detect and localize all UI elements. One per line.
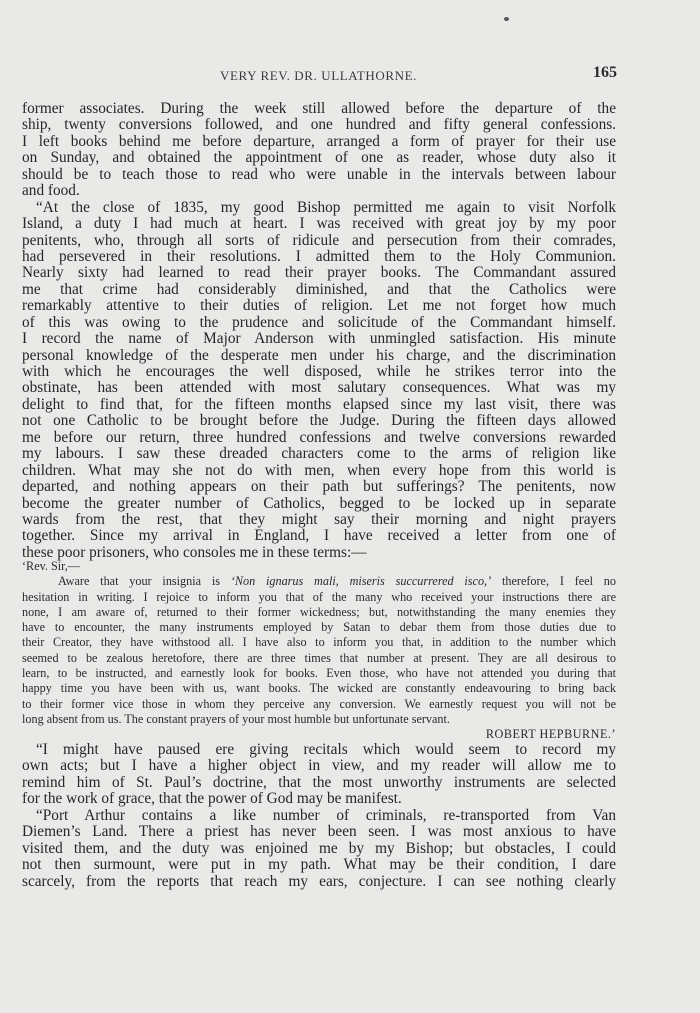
letter-line <box>22 574 616 589</box>
letter-line: seemed to be zealous heretofore, there are three times that number at present. They are all desirous to <box>22 650 616 665</box>
text-line: Nearly sixty had learned to read their prayer books. The Commandant assured <box>22 264 616 282</box>
letter-text: therefore, I feel no <box>491 574 616 589</box>
text-line: on Sunday, and obtained the appointment of one as reader, whose duty also it <box>22 149 616 167</box>
letter-line: their Creator, they have withstood all. I have also to inform you that, in addition to the number which <box>22 635 616 650</box>
latin-quotation: ‘Non ignarus mali, miseris succurrered isco,’ <box>230 574 492 589</box>
letter-signature: ROBERT HEPBURNE.’ <box>485 727 616 742</box>
page-header <box>215 64 619 86</box>
text-line: penitents, who, through all sorts of ridicule and persecution from their comrades, <box>22 231 616 249</box>
text-line: personal knowledge of the desperate men under his charge, and the discrimination <box>22 346 616 364</box>
page-number: 165 <box>593 64 617 81</box>
text-line: remind him of St. Paul’s doctrine, that the most unworthy instruments are selected <box>22 773 616 791</box>
text-line: wards from the rest, that they might say their morning and night prayers <box>22 510 616 528</box>
text-line: ship, twenty conversions followed, and one hundred and fifty general confessions. <box>22 116 616 134</box>
text-line: had persevered in their resolutions. I admitted them to the Holy Communion. <box>22 247 616 265</box>
text-line: delight to find that, for the fifteen months elapsed since my last visit, there was <box>22 395 616 413</box>
letter-line: to their former vice those in whom they perceive any conversion. We earnestly request you will not be <box>22 696 616 711</box>
text-line: “At the close of 1835, my good Bishop permitted me again to visit Norfolk <box>36 198 616 216</box>
text-line: of this was owing to the prudence and solicitude of the Commandant himself. <box>22 313 616 331</box>
text-line: former associates. During the week still allowed before the departure of the <box>22 100 616 117</box>
text-line: not then surmount, were put in my path. What may be their condition, I dare <box>22 856 616 874</box>
letter-line: happy time you have been with us, want books. The wicked are constantly endeavouring to bring back <box>22 681 616 696</box>
running-head: VERY REV. DR. ULLATHORNE. <box>220 68 418 83</box>
letter-salutation: ‘Rev. Sir,— <box>22 559 80 573</box>
text-line: “I might have paused ere giving recitals which would seem to record my <box>36 741 616 758</box>
main-text-block-1 <box>22 101 616 561</box>
text-line: for the work of grace, that the power of God may be manifest. <box>22 790 402 808</box>
text-line: departed, and nothing appears on their path but sufferings? The penitents, now <box>22 478 616 496</box>
text-line: Diemen’s Land. There a priest has never been seen. I was most anxious to have <box>22 823 616 841</box>
text-line: these poor prisoners, who consoles me in these terms:— <box>22 543 367 561</box>
text-line: children. What may she not do with men, when every hope from this world is <box>22 461 616 479</box>
text-line: my labours. I saw these dreaded characters come to the arms of religion like <box>22 445 616 463</box>
letter-line: learn, to be instructed, and earnestly look for books. Even those, who have not attended you during that <box>22 666 616 681</box>
text-line: with which he encourages the well disposed, while he strikes terror into the <box>22 363 616 380</box>
text-line: not one Catholic to be brought before the Judge. During the fifteen days allowed <box>22 412 616 430</box>
text-line: I left books behind me before departure, arranged a form of prayer for their use <box>22 132 616 150</box>
text-line: obstinate, has been attended with most salutary consequences. What was my <box>22 379 616 397</box>
text-line: “Port Arthur contains a like number of criminals, re-transported from Van <box>36 806 616 824</box>
text-line: visited them, and the duty was enjoined me by my Bishop; but obstacles, I could <box>22 839 616 857</box>
text-line: I record the name of Major Anderson with unmingled satisfaction. His minute <box>22 330 616 348</box>
letter-text: Aware that your insignia is <box>58 574 231 589</box>
text-line: scarcely, from the reports that reach my ears, conjecture. I can see nothing clearly <box>22 872 616 890</box>
text-line: me that crime had considerably diminished, and that the Catholics were <box>22 280 616 298</box>
quoted-letter <box>22 559 616 743</box>
text-line: me before our return, three hundred confessions and twelve conversions rewarded <box>22 428 616 446</box>
text-line: remarkably attentive to their duties of religion. Let me not forget how much <box>22 297 616 315</box>
text-line: and food. <box>22 182 80 200</box>
letter-line: long absent from us. The constant prayers of your most humble but unfortunate servant. <box>22 711 450 726</box>
main-text-block-2 <box>22 742 616 890</box>
ink-speck <box>504 17 509 21</box>
letter-line: have to encounter, the many instruments employed by Satan to debar them from those duties due to <box>22 620 616 635</box>
text-line: become the greater number of Catholics, begged to be locked up in separate <box>22 494 616 512</box>
text-line: together. Since my arrival in England, I have received a letter from one of <box>22 527 616 545</box>
text-line: own acts; but I have a higher object in view, and my reader will allow me to <box>22 757 616 775</box>
text-line: Island, a duty I had much at heart. I was received with great joy by my poor <box>22 215 616 233</box>
letter-line: none, I am aware of, returned to their former wickedness; but, notwithstanding the many enemies they <box>22 604 616 619</box>
text-line: should be to teach those to read who were unable in the intervals between labour <box>22 165 616 183</box>
letter-line: hesitation in writing. I rejoice to inform you that of the many who received your instructions there are <box>22 589 616 604</box>
